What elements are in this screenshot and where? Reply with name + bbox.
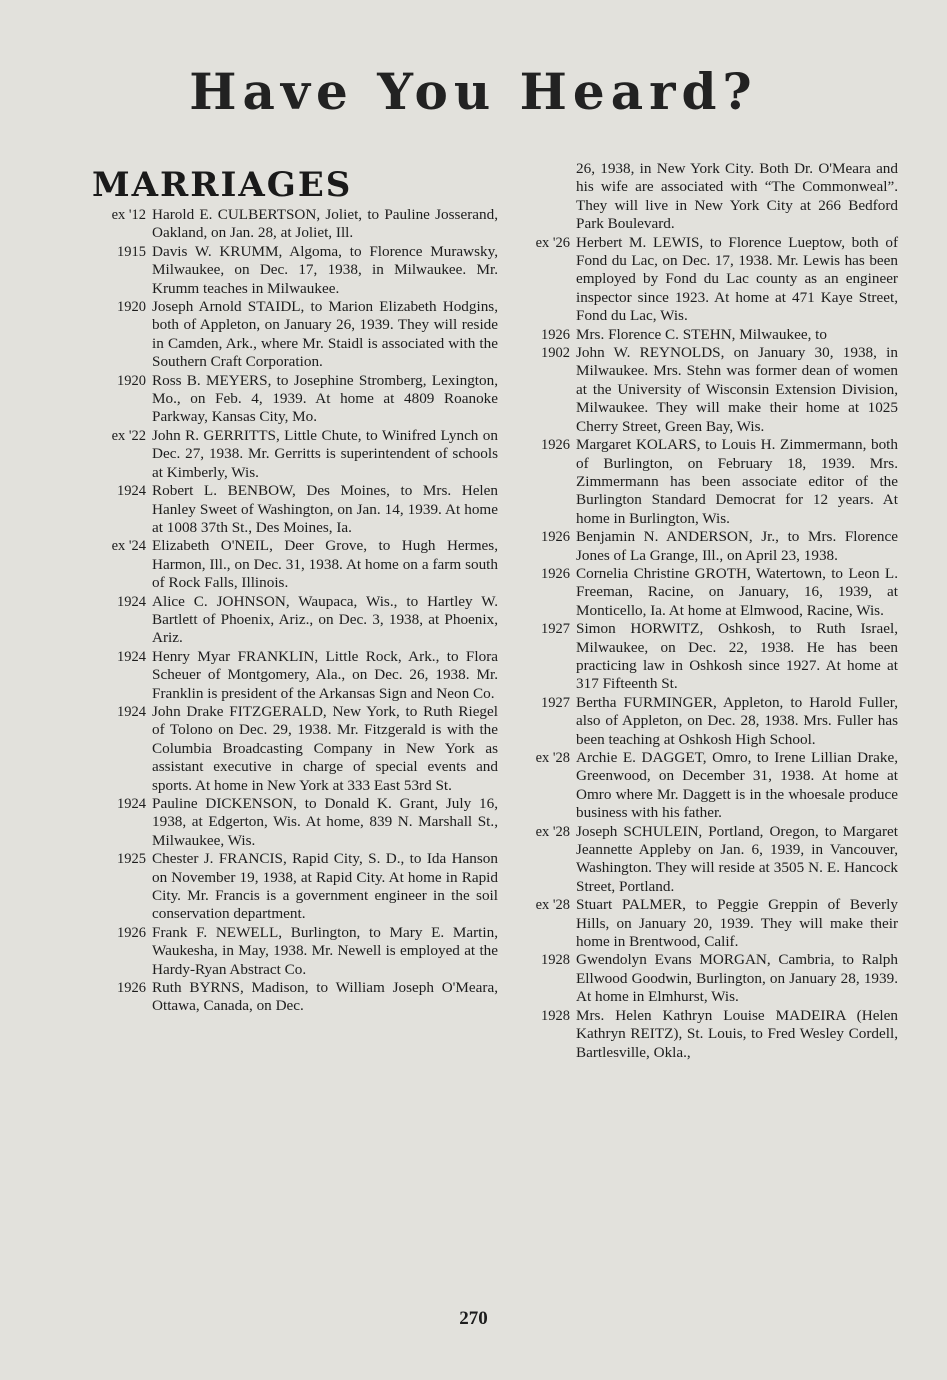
entry-class-year: 1920 (117, 299, 146, 316)
marriage-entry (500, 565, 898, 620)
entry-text: John R. GERRITTS, Little Chute, to Winifred Lynch on Dec. 27, 1938. Mr. Gerritts is superintendent of schools at Kimberly, Wis. (152, 426, 498, 481)
entry-text: Joseph Arnold STAIDL, to Marion Elizabeth Hodgins, both of Appleton, on January 26, 1939. They will reside in Camden, Ark., where Mr. Staidl is associated with the Southern Craft Corporation. (152, 298, 498, 371)
entry-class-year: 1926 (541, 565, 570, 582)
entry-text: Mrs. Helen Kathryn Louise MADEIRA (Helen Kathryn REITZ), St. Louis, to Fred Wesley Cordell, Bartlesville, Okla., (576, 1006, 898, 1061)
marriage-entry (500, 528, 898, 565)
marriage-entry (500, 436, 898, 528)
entry-class-year: 1924 (117, 483, 146, 500)
page-number: 270 (459, 1308, 488, 1329)
entry-class-year: 1925 (117, 851, 146, 868)
entry-text: Henry Myar FRANKLIN, Little Rock, Ark., to Flora Scheuer of Montgomery, Ala., on Dec. 26, 1938. Mr. Franklin is president of the Arkansas Sign and Neon Co. (152, 647, 498, 702)
marriage-entry (88, 206, 498, 243)
marriage-entry (88, 924, 498, 979)
entry-class-year: 1902 (541, 345, 570, 362)
entry-text: Herbert M. LEWIS, to Florence Lueptow, both of Fond du Lac, on Dec. 17, 1938. Mr. Lewis has been employed by Fond du Lac county as an engineer inspector since 1923. At home at 471 Kaye Street, Fond du Lac, Wis. (576, 233, 898, 325)
entry-text: 26, 1938, in New York City. Both Dr. O'Meara and his wife are associated with “The Commonweal”. They will live in New York City at 266 Bedford Park Boulevard. (576, 160, 898, 233)
marriage-entry (500, 344, 898, 436)
entry-class-year: 1924 (117, 648, 146, 665)
entry-text: Ruth BYRNS, Madison, to William Joseph O'Meara, Ottawa, Canada, on Dec. (152, 979, 498, 1015)
entry-text: Davis W. KRUMM, Algoma, to Florence Murawsky, Milwaukee, on Dec. 17, 1938, in Milwaukee. Mr. Krumm teaches in Milwaukee. (152, 242, 498, 297)
entry-class-year: 1926 (541, 437, 570, 454)
marriage-entry (88, 298, 498, 372)
entry-text: Joseph SCHULEIN, Portland, Oregon, to Margaret Jeannette Appleby on Jan. 6, 1939, in Vancouver, Washington. They will reside at 3505 N. E. Hancock Street, Portland. (576, 822, 898, 895)
entry-text: Cornelia Christine GROTH, Watertown, to Leon L. Freeman, Racine, on January, 16, 1939, at Monticello, Ia. At home at Elmwood, Racine, Wis. (576, 564, 898, 619)
entry-text: Mrs. Florence C. STEHN, Milwaukee, to (576, 325, 827, 343)
marriage-entry (500, 749, 898, 823)
entry-text: Alice C. JOHNSON, Waupaca, Wis., to Hartley W. Bartlett of Phoenix, Ariz., on Dec. 3, 1938, at Phoenix, Ariz. (152, 592, 498, 647)
marriage-entry (88, 648, 498, 703)
entry-text: Harold E. CULBERTSON, Joliet, to Pauline Josserand, Oakland, on Jan. 28, at Joliet, Ill. (152, 206, 498, 242)
entry-text: Gwendolyn Evans MORGAN, Cambria, to Ralph Ellwood Goodwin, Burlington, on January 28, 1939. At home in Elmhurst, Wis. (576, 951, 898, 1006)
entry-text: Chester J. FRANCIS, Rapid City, S. D., to Ida Hanson on November 19, 1938, at Rapid City. At home in Rapid City. Mr. Francis is a government engineer in the soil conservation department. (152, 850, 498, 923)
entry-class-year: 1920 (117, 372, 146, 389)
section-heading: MARRIAGES (92, 165, 353, 205)
marriage-entry (88, 703, 498, 795)
entry-class-year: 1924 (117, 796, 146, 812)
page-title: Have You Heard? (189, 62, 758, 121)
entry-class-year: 1926 (117, 980, 146, 997)
left-column (88, 206, 498, 1016)
entry-text: Ross B. MEYERS, to Josephine Stromberg, Lexington, Mo., on Feb. 4, 1939. At home at 4809 Roanoke Parkway, Kansas City, Mo. (152, 371, 498, 426)
entry-class-year: 1926 (541, 529, 570, 546)
entry-text: John W. REYNOLDS, on January 30, 1938, in Milwaukee. Mrs. Stehn was former dean of women at the University of Wisconsin Extension Division, Milwaukee. They will make their home at 1025 Cherry Street, Green Bay, Wis. (576, 344, 898, 435)
entry-class-year: ex '24 (111, 538, 146, 555)
marriage-entry (500, 951, 898, 1006)
entry-class-year: 1924 (117, 703, 146, 720)
entry-class-year: 1927 (541, 621, 570, 638)
entry-text: Frank F. NEWELL, Burlington, to Mary E. Martin, Waukesha, in May, 1938. Mr. Newell is employed at the Hardy-Ryan Abstract Co. (152, 923, 498, 978)
marriage-entry (500, 694, 898, 749)
entry-class-year: ex '12 (111, 207, 146, 223)
entry-class-year: 1926 (117, 924, 146, 941)
right-column (500, 160, 898, 1062)
entry-text: Bertha FURMINGER, Appleton, to Harold Fuller, also of Appleton, on Dec. 28, 1938. Mrs. Fuller has been teaching at Oshkosh High School. (576, 693, 898, 748)
entry-class-year: 1928 (541, 952, 570, 969)
marriage-entry (88, 979, 498, 1016)
entry-text: Stuart PALMER, to Peggie Greppin of Beverly Hills, on January 20, 1939. They will make their home in Brentwood, Calif. (576, 896, 898, 951)
marriage-entry (500, 620, 898, 694)
entry-text: Archie E. DAGGET, Omro, to Irene Lillian Drake, Greenwood, on December 31, 1938. At home at Omro where Mr. Daggett is in the whoesale produce business with his father. (576, 749, 898, 822)
entry-text: Margaret KOLARS, to Louis H. Zimmermann, both of Burlington, on February 18, 1939. Mrs. Zimmermann has been associate editor of the Burlington Standard Democrat for 12 years. At home in Burlington, Wis. (576, 436, 898, 527)
entry-class-year: 1926 (541, 326, 570, 343)
marriage-entry (88, 537, 498, 592)
marriage-entry (88, 372, 498, 427)
entry-class-year: ex '28 (535, 897, 570, 914)
entry-class-year: 1928 (541, 1007, 570, 1024)
entry-text: Pauline DICKENSON, to Donald K. Grant, July 16, 1938, at Edgerton, Wis. At home, 839 N. Marshall St., Milwaukee, Wis. (152, 795, 498, 849)
entry-class-year: ex '28 (535, 750, 570, 766)
marriage-entry (88, 427, 498, 482)
marriage-entry (88, 850, 498, 924)
entry-class-year: 1927 (541, 694, 570, 711)
marriage-entry (88, 482, 498, 537)
entry-class-year: ex '22 (111, 427, 146, 444)
entry-text: Elizabeth O'NEIL, Deer Grove, to Hugh Hermes, Harmon, Ill., on Dec. 31, 1938. At home on a farm south of Rock Falls, Illinois. (152, 537, 498, 592)
marriage-entry (500, 326, 898, 344)
marriage-entry (500, 160, 898, 234)
marriage-entry (88, 593, 498, 648)
entry-text: John Drake FITZGERALD, New York, to Ruth Riegel of Tolono on Dec. 29, 1938. Mr. Fitzgerald is with the Columbia Broadcasting Company in New York as assistant executive in charge of special events and sports. At home in New York at 333 East 53rd St. (152, 702, 498, 794)
entry-class-year: 1915 (117, 243, 146, 260)
entry-text: Simon HORWITZ, Oshkosh, to Ruth Israel, Milwaukee, on Dec. 22, 1938. He has been practicing law in Oshkosh since 1927. At home at 317 Fifteenth St. (576, 620, 898, 693)
marriage-entry (500, 896, 898, 951)
entry-text: Benjamin N. ANDERSON, Jr., to Mrs. Florence Jones of La Grange, Ill., on April 23, 1938. (576, 528, 898, 564)
marriage-entry (88, 795, 498, 850)
entry-class-year: ex '28 (535, 823, 570, 840)
entry-text: Robert L. BENBOW, Des Moines, to Mrs. Helen Hanley Sweet of Washington, on Jan. 14, 1939. At home at 1008 37th St., Des Moines, Ia. (152, 482, 498, 536)
marriage-entry (88, 243, 498, 298)
entry-class-year: 1924 (117, 593, 146, 610)
marriage-entry (500, 1007, 898, 1062)
marriage-entry (500, 234, 898, 326)
marriage-entry (500, 823, 898, 897)
entry-class-year: ex '26 (535, 234, 570, 251)
